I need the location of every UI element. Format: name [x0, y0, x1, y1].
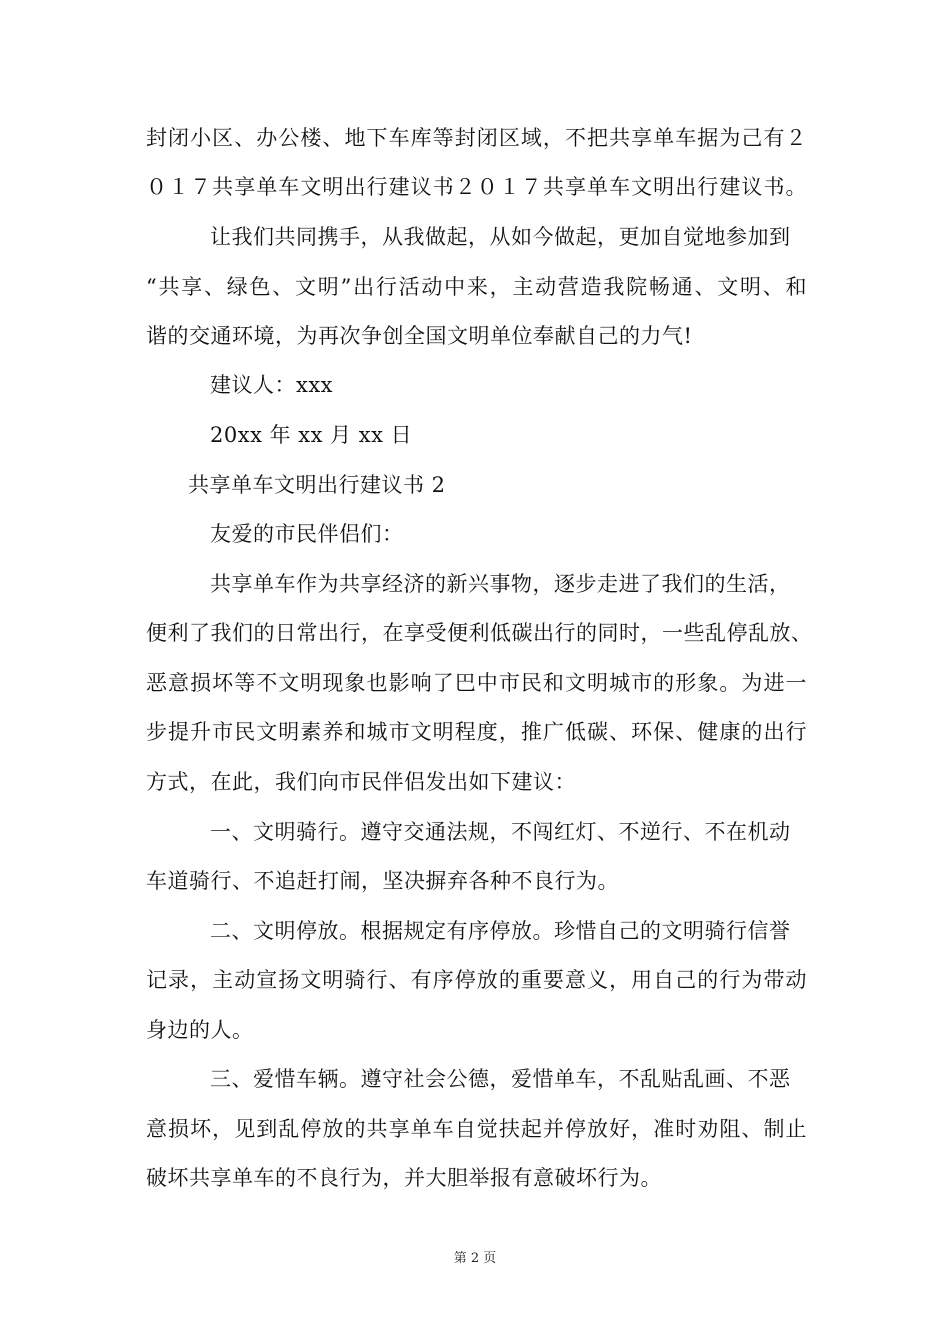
paragraph-line: 封闭小区、办公楼、地下车库等封闭区域，不把共享单车据为己有２ — [146, 126, 807, 150]
paragraph-line: ０１７共享单车文明出行建议书２０１７共享单车文明出行建议书。 — [146, 175, 807, 199]
paragraph-line: “共享、绿色、文明”出行活动中来，主动营造我院畅通、文明、和 — [146, 275, 807, 299]
paragraph-line: 记录，主动宣扬文明骑行、有序停放的重要意义，用自己的行为带动 — [146, 968, 807, 992]
paragraph-line: 方式，在此，我们向市民伴侣发出如下建议： — [146, 770, 576, 794]
paragraph-line: 二、文明停放。根据规定有序停放。珍惜自己的文明骑行信誉 — [210, 919, 791, 943]
section-title: 共享单车文明出行建议书 2 — [188, 473, 446, 497]
paragraph-line: 恶意损坏等不文明现象也影响了巴中市民和文明城市的形象。为进一 — [146, 671, 807, 695]
paragraph-line: 共享单车作为共享经济的新兴事物，逐步走进了我们的生活， — [210, 572, 791, 596]
paragraph-line: 便利了我们的日常出行，在享受便利低碳出行的同时，一些乱停乱放、 — [146, 621, 813, 645]
paragraph-line: 步提升市民文明素养和城市文明程度，推广低碳、环保、健康的出行 — [146, 720, 807, 744]
paragraph-line: 谐的交通环境，为再次争创全国文明单位奉献自己的力气! — [146, 324, 693, 348]
paragraph-line: 车道骑行、不追赶打闹，坚决摒弃各种不良行为。 — [146, 869, 619, 893]
signature-date: 20xx 年 xx 月 xx 日 — [210, 423, 413, 447]
paragraph-line: 三、爱惜车辆。遵守社会公德，爱惜单车，不乱贴乱画、不恶 — [210, 1067, 791, 1091]
paragraph-line: 让我们共同携手，从我做起，从如今做起，更加自觉地参加到 — [210, 225, 791, 249]
paragraph-line: 意损坏，见到乱停放的共享单车自觉扶起并停放好，准时劝阻、制止 — [146, 1117, 807, 1141]
paragraph-line: 破坏共享单车的不良行为，并大胆举报有意破坏行为。 — [146, 1166, 662, 1190]
paragraph-line: 身边的人。 — [146, 1018, 254, 1042]
salutation: 友爱的市民伴侣们： — [210, 522, 404, 546]
page-number: 第 2 页 — [453, 1251, 497, 1266]
paragraph-line: 一、文明骑行。遵守交通法规，不闯红灯、不逆行、不在机动 — [210, 820, 791, 844]
signature-author: 建议人：xxx — [210, 373, 334, 397]
